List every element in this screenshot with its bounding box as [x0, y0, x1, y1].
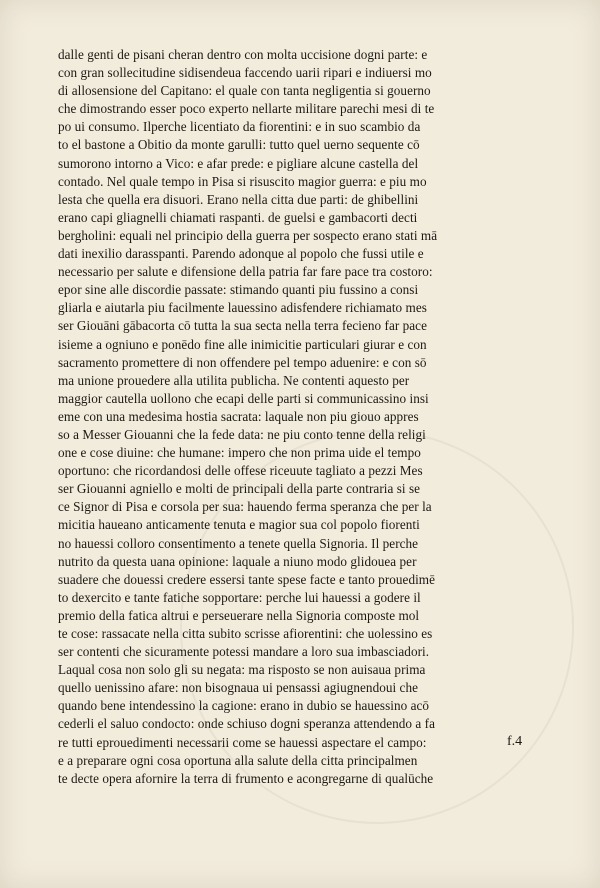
text-line: quando bene intendessino la cagione: erano in dubio se hauessino acō: [58, 698, 430, 714]
text-line: isieme a ogniuno e ponēdo fine alle inimicitie particulari giurar e con: [58, 336, 427, 352]
text-line: to el bastone a Obitio da monte garulli: tutto quel uerno sequente cō: [58, 137, 420, 153]
text-line: dalle genti de pisani cheran dentro con molta uccisione dogni parte: e: [58, 47, 428, 62]
text-line: con gran sollecitudine sidisendeua faccendo uarii ripari e indiuersi mo: [58, 65, 432, 81]
folio-signature: f.4: [507, 734, 523, 749]
text-line: premio della fatica altrui e perseuerare nella Signoria composte mol: [58, 607, 420, 623]
text-line: one e cose diuine: che humane: impero che non prima uide el tempo: [58, 445, 421, 461]
text-line: eme con una medesima hostia sacrata: laquale non piu giouo appres: [58, 408, 419, 424]
text-line: e a preparare ogni cosa oportuna alla salute della citta principalmen: [58, 752, 418, 768]
text-line: micitia haueano anticamente tenuta e magior sua col popolo fiorenti: [58, 517, 420, 533]
text-line: necessario per salute e difensione della patria far fare pace tra costoro:: [58, 264, 433, 280]
text-line: epor sine alle discordie passate: stimando quanti piu fussino a consi: [58, 282, 419, 298]
text-line: so a Messer Giouanni che la fede data: ne piu conto tenne della religi: [58, 426, 426, 442]
text-line: gliarla e aiutarla piu facilmente lauessino adisfendere richiamato mes: [58, 300, 427, 316]
text-line: che dimostrando esser poco experto nellarte militare parechi mesi di te: [58, 101, 435, 117]
text-line: po ui consumo. Ilperche licentiato da fiorentini: e in suo scambio da: [58, 119, 421, 135]
text-line: oportuno: che ricordandosi delle offese riceuute tagliato a pezzi Mes: [58, 463, 423, 479]
text-line: te decte opera afornire la terra di frumento e acongregarne di qualūche: [58, 770, 434, 786]
text-line: sumorono intorno a Vico: e afar prede: e pigliare alcune castella del: [58, 155, 419, 171]
text-line: maggior cautella uollono che ecapi delle parti si communicassino insi: [58, 390, 429, 406]
text-line: ma unione prouedere alla utilita publicha. Ne contenti aquesto per: [58, 372, 410, 388]
text-line: re tutti eprouedimenti necessarii come se hauessi aspectare el campo:: [58, 734, 427, 750]
text-line: ser Giouanni agniello e molti de principali della parte contraria si se: [58, 481, 421, 497]
text-line: Laqual cosa non solo gli su negata: ma risposto se non auisaua prima: [58, 662, 426, 678]
text-line: ser contenti che sicuramente potessi mandare a loro sua imbasciadori.: [58, 644, 430, 660]
text-line: dati inexilio darasspanti. Parendo adonque al popolo che fussi utile e: [58, 246, 424, 262]
text-line: bergholini: equali nel principio della guerra per sospecto erano stati mā: [58, 227, 438, 243]
text-line: contado. Nel quale tempo in Pisa si risuscito magior guerra: e piu mo: [58, 173, 427, 189]
text-line: cederli el saluo condocto: onde schiuso dogni speranza attendendo a fa: [58, 716, 436, 732]
text-line: nutrito da questa uana opinione: laquale a niuno modo glidouea per: [58, 553, 417, 569]
text-line: ce Signor di Pisa e corsola per sua: hauendo ferma speranza che per la: [58, 499, 432, 515]
text-line: di allosensione del Capitano: el quale con tanta negligentia si gouerno: [58, 83, 431, 99]
text-line: to dexercito e tante fatiche sopportare: perche lui hauessi a godere il: [58, 589, 421, 605]
text-line: sacramento promettere di non offendere pel tempo aduenire: e con sō: [58, 354, 427, 370]
text-line: ser Giouāni gābacorta cō tutta la sua secta nella terra fecieno far pace: [58, 318, 427, 334]
body-text: [58, 46, 534, 788]
text-line: te cose: rassacate nella citta subito scrisse afiorentini: che uolessino es: [58, 626, 433, 641]
text-line: erano capi gliagnelli chiamati raspanti. de guelsi e gambacorti decti: [58, 209, 418, 225]
text-line: quello uenissino afare: non bisognaua ui pensassi agiugnendoui che: [58, 680, 419, 696]
text-line: suadere che douessi credere essersi tante spese facte e tanto prouedimē: [58, 571, 436, 587]
text-line: lesta che quella era disuori. Erano nella citta due parti: de ghibellini: [58, 191, 419, 207]
text-line: no hauessi colloro consentimento a tenete quella Signoria. Il perche: [58, 535, 419, 551]
